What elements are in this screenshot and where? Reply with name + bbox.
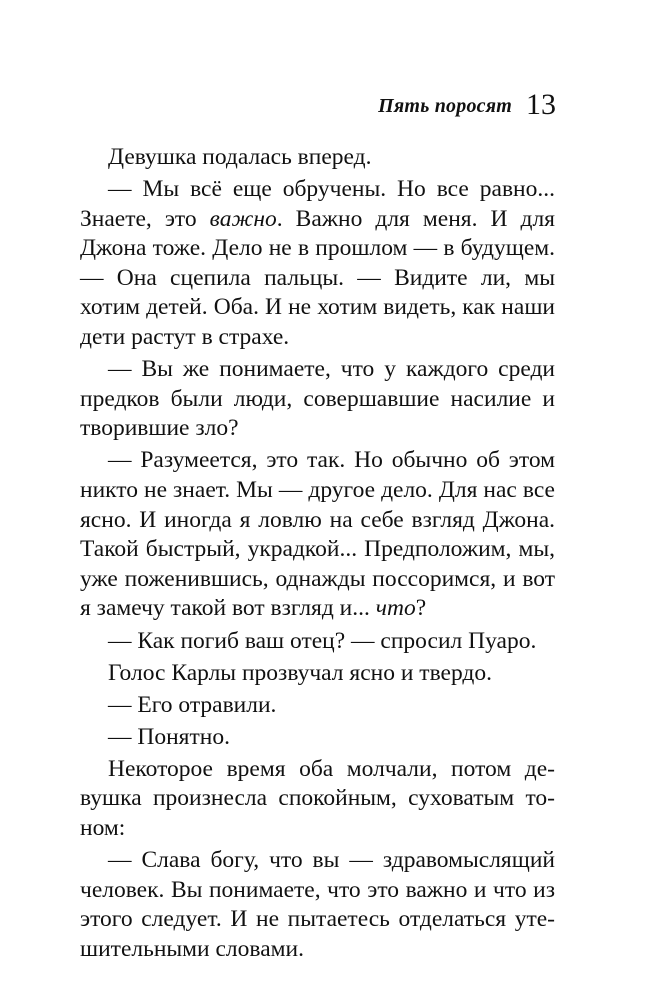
running-title: Пять поросят [378, 95, 512, 117]
paragraph: — Понятно. [108, 723, 230, 750]
emphasis: важно [209, 205, 277, 232]
paragraph-text: — Мы всё еще обручены. Но все равно... Знаете, это [80, 176, 555, 232]
emphasis: что [375, 595, 416, 622]
paragraph: — Его отравили. [108, 691, 277, 718]
paragraph: Голос Карлы прозвучал ясно и твердо. [108, 659, 492, 686]
page-header [0, 88, 556, 122]
paragraph [80, 175, 555, 353]
body-text [80, 143, 555, 967]
paragraph-text: ? [415, 595, 427, 622]
paragraph: — Как погиб ваш отец? — спросил Пуаро. [108, 627, 537, 654]
paragraph: Девушка подалась вперед. [108, 144, 372, 170]
paragraph [80, 446, 555, 624]
paragraph: — Вы же понимаете, что у каждого среди предков были люди, совершавшие насилие и творившие зло? [80, 356, 555, 442]
paragraph-text: . Важно для меня. И для Джона тоже. Дело не в прошлом — в будущем. — Она сцепила пальцы. — Видите ли, мы хотим детей. Оба. И не хотим видеть, как наши дети растут в страхе. [80, 205, 555, 351]
paragraph: — Слава богу, что вы — здравомыслящий человек. Вы понимаете, что это важно и что из этого следует. И не пытаетесь отделаться утешительными словами. [80, 847, 555, 962]
paragraph-text: — Разумеется, это так. Но обычно об этом никто не знает. Мы — другое дело. Для нас все ясно. И иногда я ловлю на себе взгляд Джона. Такой быстрый, украдкой... Предположим, мы, уже поженившись, однажды поссоримся, и вот я замечу такой вот взгляд и... [80, 447, 555, 622]
paragraph: Некоторое время оба молчали, потом девушка произнесла спокойным, суховатым тоном: [80, 755, 555, 842]
page-number: 13 [526, 88, 556, 121]
